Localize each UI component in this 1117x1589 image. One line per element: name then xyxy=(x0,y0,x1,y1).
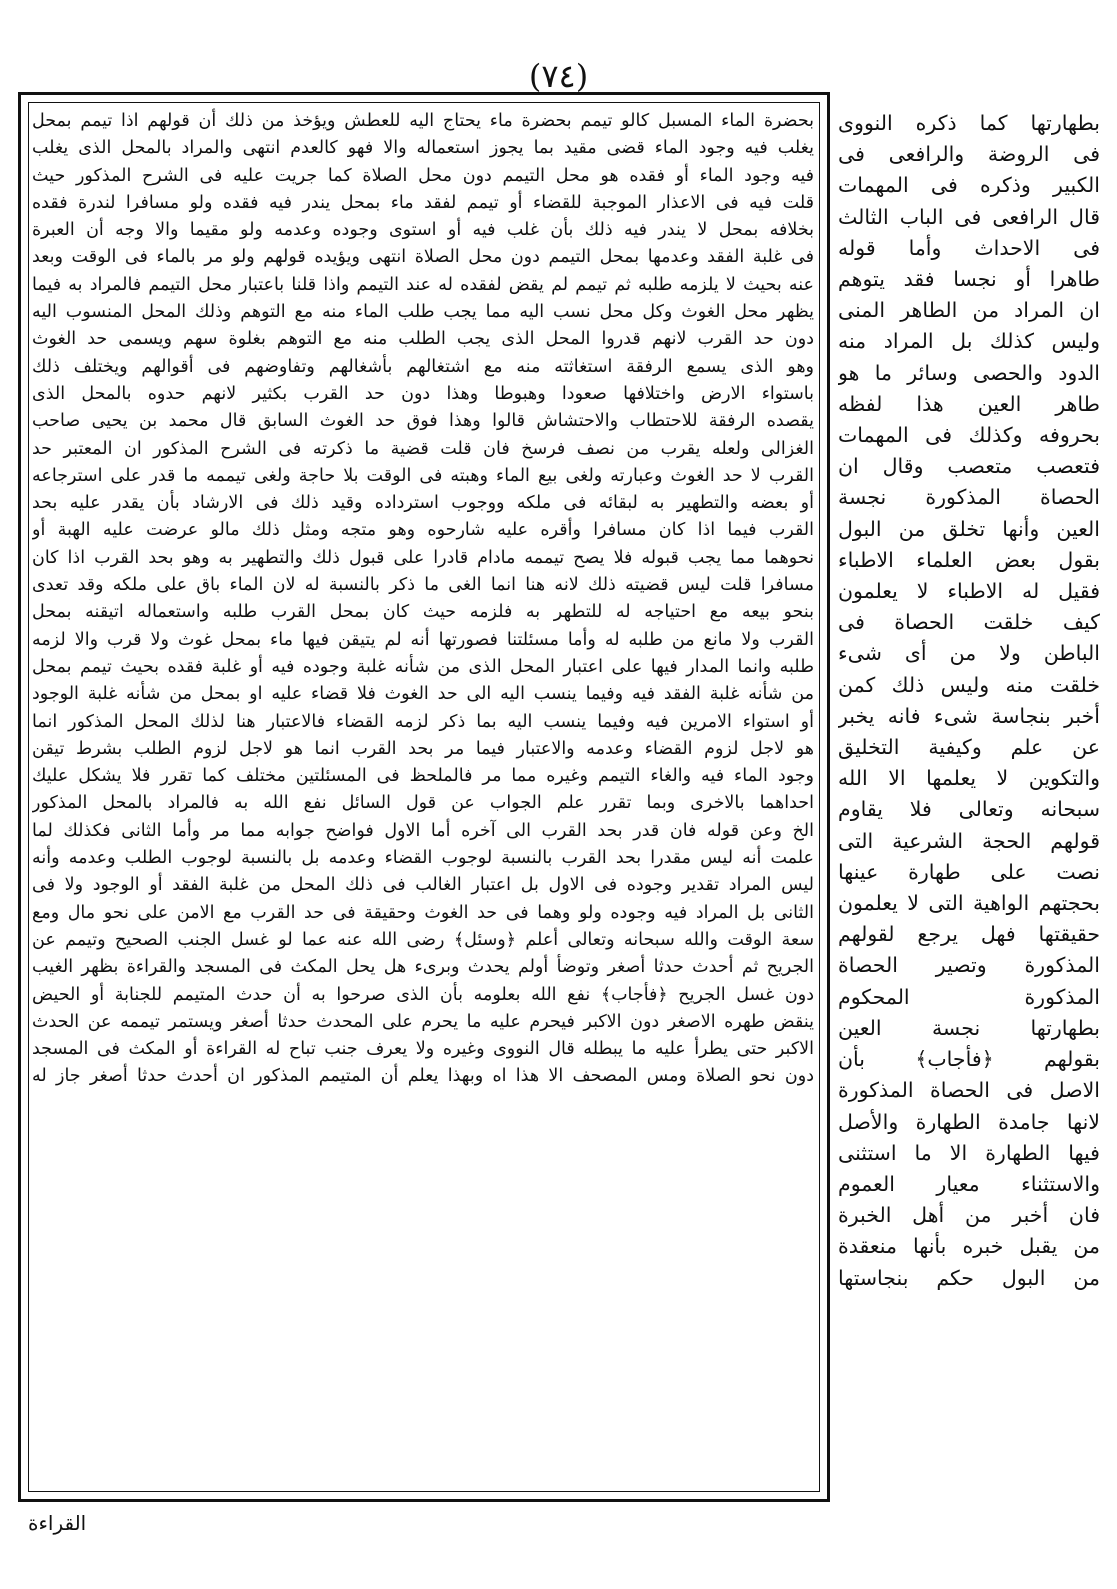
margin-text-line: فيها الطهارة الا ما استثنى xyxy=(838,1140,1100,1165)
margin-text-line: كيف خلقت الحصاة فى xyxy=(838,610,1100,635)
margin-text-line: فى الروضة والرافعى فى xyxy=(838,142,1100,167)
margin-text-line: فقيل له الاطباء لا يعلمون xyxy=(838,579,1100,604)
margin-text-line: العين وأنها تخلق من البول xyxy=(838,516,1100,541)
main-text-line: الاكبر حتى يطرأ عليه ما يبطله قال النووى وغيره ولا يعرف جنب تباح له القراءة أو المكث فى المسجد xyxy=(32,1039,814,1060)
margin-text-line: المذكورة وتصير الحصاة xyxy=(838,953,1100,978)
main-text-line: القرب لا حد الغوث وعبارته ولغى بيع الماء وهبته فى الوقت بلا حاجة ولغى تيممه ما قدر على استرجاعه xyxy=(32,465,814,486)
margin-text-line: الكبير وذكره فى المهمات xyxy=(838,173,1100,198)
main-text-line: بنحو بيعه مع احتياجه له للتطهر به فلزمه حيث كان بمحل القرب طلبه واستعماله اتيقنه بمحل xyxy=(32,602,814,623)
margin-text-line: ان المراد من الطاهر المنى xyxy=(838,298,1100,323)
margin-text-line: أخبر بنجاسة شىء فانه يخبر xyxy=(838,703,1100,728)
main-text-line: أو بعضه والتطهير به لبقائه فى ملكه ووجوب استرداده وقيد ذلك فى الارشاد بأن يقدر عليه بحد xyxy=(32,493,814,514)
margin-text-line: فى الاحداث وأما قوله xyxy=(838,235,1100,260)
margin-text-line: حقيقتها فهل يرجع لقولهم xyxy=(838,922,1100,947)
page-number: (٧٤) xyxy=(528,57,589,95)
margin-text-line: فان أخبر من أهل الخبرة xyxy=(838,1203,1100,1228)
main-text-line: علمت أنه ليس مقدرا بحد القرب بالنسبة لوجوب القضاء وعدمه بل بالنسبة لوجوب الطلب وعدمه وأنه xyxy=(32,848,814,869)
main-text-line: يظهر محل الغوث وكل محل نسب اليه مما يجب طلب الماء منه مع التوهم وذلك المحل المنسوب اليه xyxy=(32,302,814,323)
main-text-line: يغلب فيه وجود الماء قضى مقيد بما يجوز استعماله والا فهو كالعدم انتهى والمراد بالمحل الذى يغلب xyxy=(32,138,814,159)
main-text-line: فيه وجود الماء أو فقده هو محل التيمم دون محل الصلاة كما جريت عليه فى الشرح المذكور حيث xyxy=(32,165,814,186)
margin-text-line: الحصاة المذكورة نجسة xyxy=(838,485,1100,510)
main-text-line: باستواء الارض واختلافها صعودا وهبوطا وهذا دون حد القرب بكثير لانهم حدوه بالمحل الذى xyxy=(32,383,814,404)
main-text-line: دون حد القرب لانهم قدروا المحل الذى يجب الطلب منه مع التوهم بغلوة سهم ويسمى حد الغوث xyxy=(32,329,814,350)
main-text-line: الغزالى ولعله يقرب من نصف فرسخ فان قلت قضية ما ذكرته فى الشرح المذكور ان المعتبر حد xyxy=(32,438,814,459)
margin-text-line: عن علم وكيفية التخليق xyxy=(838,735,1100,760)
margin-text-line: سبحانه وتعالى فلا يقاوم xyxy=(838,797,1100,822)
margin-text-line: بقولهم ﴿فأجاب﴾ بأن xyxy=(838,1047,1100,1072)
margin-text-line: خلقت منه وليس ذلك كمن xyxy=(838,672,1100,697)
main-text-line: دون نحو الصلاة ومس المصحف الا هذا اه وبهذا يعلم أن المتيمم المذكور ان أحدث حدثا أصغر جاز له xyxy=(32,1066,814,1087)
main-text-line: سعة الوقت والله سبحانه وتعالى أعلم ﴿وسئل﴾ رضى الله عنه عما لو غسل الجنب الصحيح وتيمم عن xyxy=(32,929,814,950)
margin-text-line: قال الرافعى فى الباب الثالث xyxy=(838,204,1100,229)
main-text-line: هو لاجل لزوم القضاء وعدمه والاعتبار فيما مر بحد القرب انما هو لاجل لزوم الطلب بشرط تيقن xyxy=(32,738,814,759)
main-text-line: ليس المراد تقدير وجوده فى الاول بل اعتبار الغالب فى ذلك المحل من غلبة الفقد أو الوجود ولا فى xyxy=(32,875,814,896)
main-text-line: وجود الماء فيه والغاء التيمم وغيره مما مر فالملحظ فى المسئلتين مختلف كما تقرر فلا يشكل عليك xyxy=(32,766,814,787)
main-text-line: الجريح ثم أحدث حدثا أصغر وتوضأ أولم يحدث وبرىء هل يحل المكث فى المسجد والقراءة بظهر الغيب xyxy=(32,957,814,978)
margin-text-line: بحروفه وكذلك فى المهمات xyxy=(838,423,1100,448)
main-text-line: دون غسل الجريح ﴿فأجاب﴾ نفع الله بعلومه بأن الذى صرحوا به أن حدث المتيمم للجنابة أو الحيض xyxy=(32,984,814,1005)
main-text-line: وهو الذى يسمع الرفقة استغاثته منه مع اشتغالهم بأشغالهم وتفاوضهم فى أقوالهم ويختلف ذلك xyxy=(32,356,814,377)
main-text-line: القرب ولا مانع من طلبه له وأما مسئلتنا فصورتها أنه لم يتيقن فيها ماء بمحل غوث ولا قرب والا لزمه xyxy=(32,629,814,650)
margin-text-line: نصت على طهارة عينها xyxy=(838,859,1100,884)
margin-text-line: طاهرا أو نجسا فقد يتوهم xyxy=(838,267,1100,292)
margin-text-line: من يقبل خبره بأنها منعقدة xyxy=(838,1234,1100,1259)
main-text-line: يقصده الرفقة للاحتطاب والاحتشاش قالوا وهذا فوق حد الغوث السابق قال محمد بن يحيى صاحب xyxy=(32,411,814,432)
main-text-line: فى غلبة الفقد وعدمها بمحل التيمم دون محل الصلاة انتهى ويؤيده قولهم ولو مر بالماء فى الوقت وبعد xyxy=(32,247,814,268)
margin-text-line: قولهم الحجة الشرعية التى xyxy=(838,828,1100,853)
margin-text-line: والتكوين لا يعلمها الا الله xyxy=(838,766,1100,791)
margin-text-line: بقول بعض العلماء الاطباء xyxy=(838,547,1100,572)
margin-text-line: من البول حكم بنجاستها xyxy=(838,1265,1100,1290)
main-text-line: مسافرا قلت ليس قضيته ذلك لانه هنا انما الغى ما ذكر بالنسبة له لان الماء باق على ملكه وقد تعدى xyxy=(32,575,814,596)
main-text-line: قلت فيه فى الاعذار الموجبة للقضاء أو تيمم لفقد ماء بمحل يندر فيه فقده ولو مسافرا لندرة فقده xyxy=(32,192,814,213)
margin-text-line: بطهارتها نجسة العين xyxy=(838,1015,1100,1040)
margin-text-line: بحجتهم الواهية التى لا يعلمون xyxy=(838,891,1100,916)
margin-text-column xyxy=(838,108,1100,1528)
margin-text-line: لانها جامدة الطهارة والأصل xyxy=(838,1109,1100,1134)
margin-text-line: الاصل فى الحصاة المذكورة xyxy=(838,1078,1100,1103)
catchword: القراءة xyxy=(28,1511,87,1535)
main-text-line: احداهما بالاخرى وبما تقرر علم الجواب عن قول السائل نفع الله به فالمراد بالمحل المذكور xyxy=(32,793,814,814)
main-text-line: الثانى بل المراد فيه وجوده ولو وهما فى حد الغوث وحقيقة فى حد القرب مع الامن على نحو مال ومع xyxy=(32,902,814,923)
margin-text-line: وليس كذلك بل المراد منه xyxy=(838,329,1100,354)
main-text-line: القرب فيما اذا كان مسافرا وأقره عليه شارحوه وهو متجه ومثل ذلك مالو عرضت عليه الهبة أو xyxy=(32,520,814,541)
main-text-line: طلبه وانما المدار فيها على اعتبار المحل الذى من شأنه غلبة وجوده فيه أو غلبة فقده بحيث تيمم بمحل xyxy=(32,656,814,677)
margin-text-line: والاستثناء معيار العموم xyxy=(838,1171,1100,1196)
main-text-line: أو استواء الامرين فيه وفيما ينسب اليه بما ذكر لزمه القضاء فالاعتبار هنا لذلك المحل المذكور انما xyxy=(32,711,814,732)
margin-text-line: طاهر العين هذا لفظه xyxy=(838,391,1100,416)
main-text-line: عنه بحيث لا يلزمه طلبه ثم تيمم لم يقض لفقده له عند التيمم واذا قلنا باعتبار محل التيمم فالمراد به فيما xyxy=(32,274,814,295)
main-text-line: الخ وعن قوله فان قدر بحد القرب الى آخره أما الاول فواضح جوابه مما مر وأما الثانى فكذلك لما xyxy=(32,820,814,841)
main-text-line: بحضرة الماء المسبل كالو تيمم بحضرة ماء يحتاج اليه للعطش ويؤخذ من ذلك أن قولهم اذا تيمم بمحل xyxy=(32,111,814,131)
main-text-column xyxy=(32,108,814,1488)
main-text-line: بخلافه بمحل لا يندر فيه ذلك بأن غلب فيه أو استوى وجوده وعدمه ولو مقيما والا وجه أن العبرة xyxy=(32,220,814,241)
main-text-line: نحوهما مما يجب قبوله فلا يصح تيممه مادام قادرا على قبول ذلك والتطهير به وهو بحد القرب اذا كان xyxy=(32,547,814,568)
margin-text-line: الباطن ولا من أى شىء xyxy=(838,641,1100,666)
margin-text-line: بطهارتها كما ذكره النووى xyxy=(838,111,1100,135)
margin-text-line: فتعصب متعصب وقال ان xyxy=(838,454,1100,479)
main-text-line: من شأنه غلبة الفقد فيه وفيما ينسب اليه الى حد الغوث فلا قضاء عليه او بمحل من شأنه غلبة الوجود xyxy=(32,684,814,705)
margin-text-line: الدود والحصى وسائر ما هو xyxy=(838,360,1100,385)
main-text-line: ينقض طهره الاصغر دون الاكبر فيحرم عليه ما يحرم على المحدث حدثا أصغر ويستمر تيممه عن الحدث xyxy=(32,1011,814,1032)
margin-text-line: المذكورة المحكوم xyxy=(838,984,1100,1009)
